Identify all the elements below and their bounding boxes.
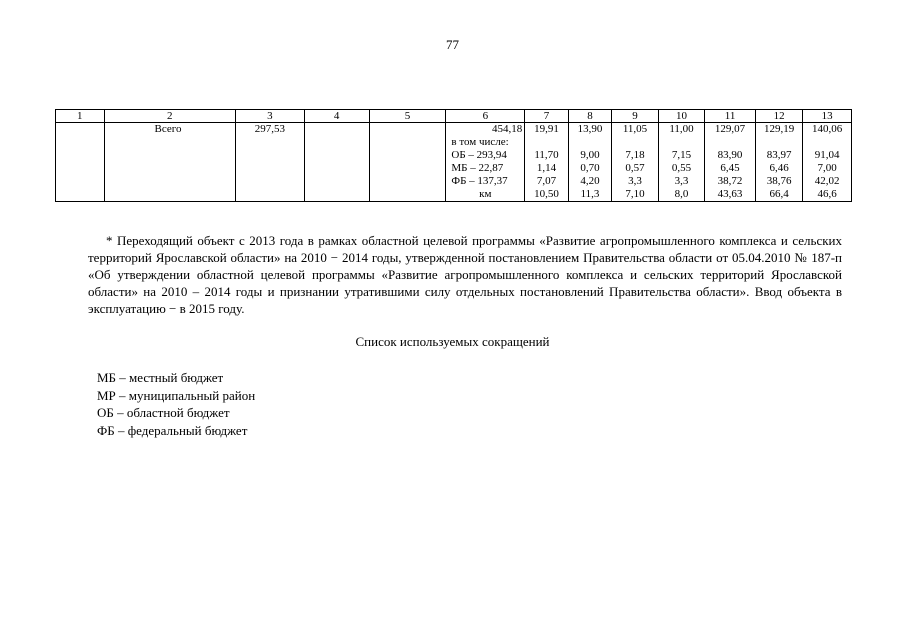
column-header: 8 [568, 110, 611, 123]
abbreviations-title: Список используемых сокращений [355, 334, 550, 349]
value: 7,07 [536, 175, 557, 187]
value: 11,05 [622, 123, 648, 135]
value: 140,06 [812, 123, 843, 135]
year-cell [803, 123, 852, 202]
value [614, 136, 656, 149]
value: 43,63 [717, 188, 743, 200]
year-cell [525, 123, 568, 202]
empty-cell [369, 123, 446, 202]
table-header-row [56, 110, 852, 123]
value: 0,55 [671, 162, 692, 174]
funding-ob: ОБ – 293,94 [451, 149, 507, 161]
year-cell [705, 123, 756, 202]
value: 6,46 [769, 162, 789, 174]
list-item: МБ – местный бюджет [97, 370, 224, 385]
value: 9,00 [580, 149, 600, 161]
column-header: 13 [803, 110, 852, 123]
value: 42,02 [814, 175, 840, 187]
value: 7,00 [817, 162, 837, 174]
year-cell [755, 123, 803, 202]
footnote [88, 232, 842, 317]
year-cell [612, 123, 659, 202]
column-header: 5 [369, 110, 446, 123]
column-header: 10 [658, 110, 705, 123]
value: 13,90 [577, 123, 603, 135]
funding-mb: МБ – 22,87 [451, 162, 504, 174]
value [758, 136, 801, 149]
column-header: 6 [446, 110, 525, 123]
value: 19,91 [534, 123, 559, 135]
page-number: 77 [446, 37, 459, 52]
row-label-cell [104, 123, 235, 202]
value: 66,4 [769, 188, 789, 200]
column-header: 12 [755, 110, 803, 123]
value: 129,19 [763, 123, 795, 135]
value: 7,18 [625, 149, 645, 161]
year-cell [658, 123, 705, 202]
value [805, 136, 849, 149]
value: 8,0 [674, 188, 689, 200]
value: 129,07 [714, 123, 746, 135]
column-header: 1 [56, 110, 105, 123]
value: 11,70 [534, 149, 559, 161]
funding-fb: ФБ – 137,37 [451, 175, 508, 187]
value: 46,6 [817, 188, 837, 200]
value: 7,10 [625, 188, 645, 200]
column-header: 7 [525, 110, 568, 123]
budget-table [55, 109, 852, 202]
value: 3,3 [628, 175, 642, 187]
value: 11,00 [669, 123, 694, 135]
value: 6,45 [720, 162, 740, 174]
value: 11,3 [580, 188, 600, 200]
value: 38,76 [766, 175, 792, 187]
value [661, 136, 703, 149]
value [571, 136, 609, 149]
column-header: 3 [236, 110, 305, 123]
abbreviations-list [97, 369, 255, 439]
value: 0,70 [580, 162, 600, 174]
row-label: Всего [154, 123, 182, 135]
table-row [56, 123, 852, 202]
row-number-cell [56, 123, 105, 202]
list-item: ОБ – областной бюджет [97, 405, 230, 420]
list-item: МР – муниципальный район [97, 387, 256, 403]
year-cell [568, 123, 611, 202]
value: 83,97 [766, 149, 792, 161]
value: 0,57 [625, 162, 645, 174]
value: 83,90 [717, 149, 743, 161]
value: 4,20 [580, 175, 600, 187]
unit-km: км [479, 188, 492, 200]
empty-cell [304, 123, 369, 202]
value: 38,72 [717, 175, 743, 187]
value: 1,14 [536, 162, 557, 174]
column-header: 9 [612, 110, 659, 123]
funding-sources-cell [446, 123, 525, 202]
funding-total: 454,18 [492, 123, 523, 135]
column-header: 11 [705, 110, 756, 123]
column-header: 4 [304, 110, 369, 123]
value [707, 136, 753, 149]
funding-subheading: в том числе: [451, 136, 509, 148]
value: 10,50 [534, 188, 559, 200]
list-item: ФБ – федеральный бюджет [97, 422, 248, 438]
footnote-text: * Переходящий объект с 2013 года в рамках областной целевой программы «Развитие агропромышленного комплекса и сельских территорий Ярославской области» на 2010 − 2014 годы, утвержденной постановлением Правительства области от 05.04.2010 № 187-п «Об утверждении областной целевой программы «Развитие агропромышленного комплекса и сельских территорий Ярославской области» на 2010 – 2014 годы и признании утратившими силу отдельных постановлений Правительства области». Ввод объекта в эксплуатацию − в 2015 году. [88, 233, 842, 316]
value: 91,04 [814, 149, 840, 161]
value [527, 136, 565, 149]
column-header: 2 [104, 110, 235, 123]
value: 7,15 [671, 149, 692, 161]
value: 3,3 [674, 175, 689, 187]
total-cost-cell: 297,53 [236, 123, 305, 202]
